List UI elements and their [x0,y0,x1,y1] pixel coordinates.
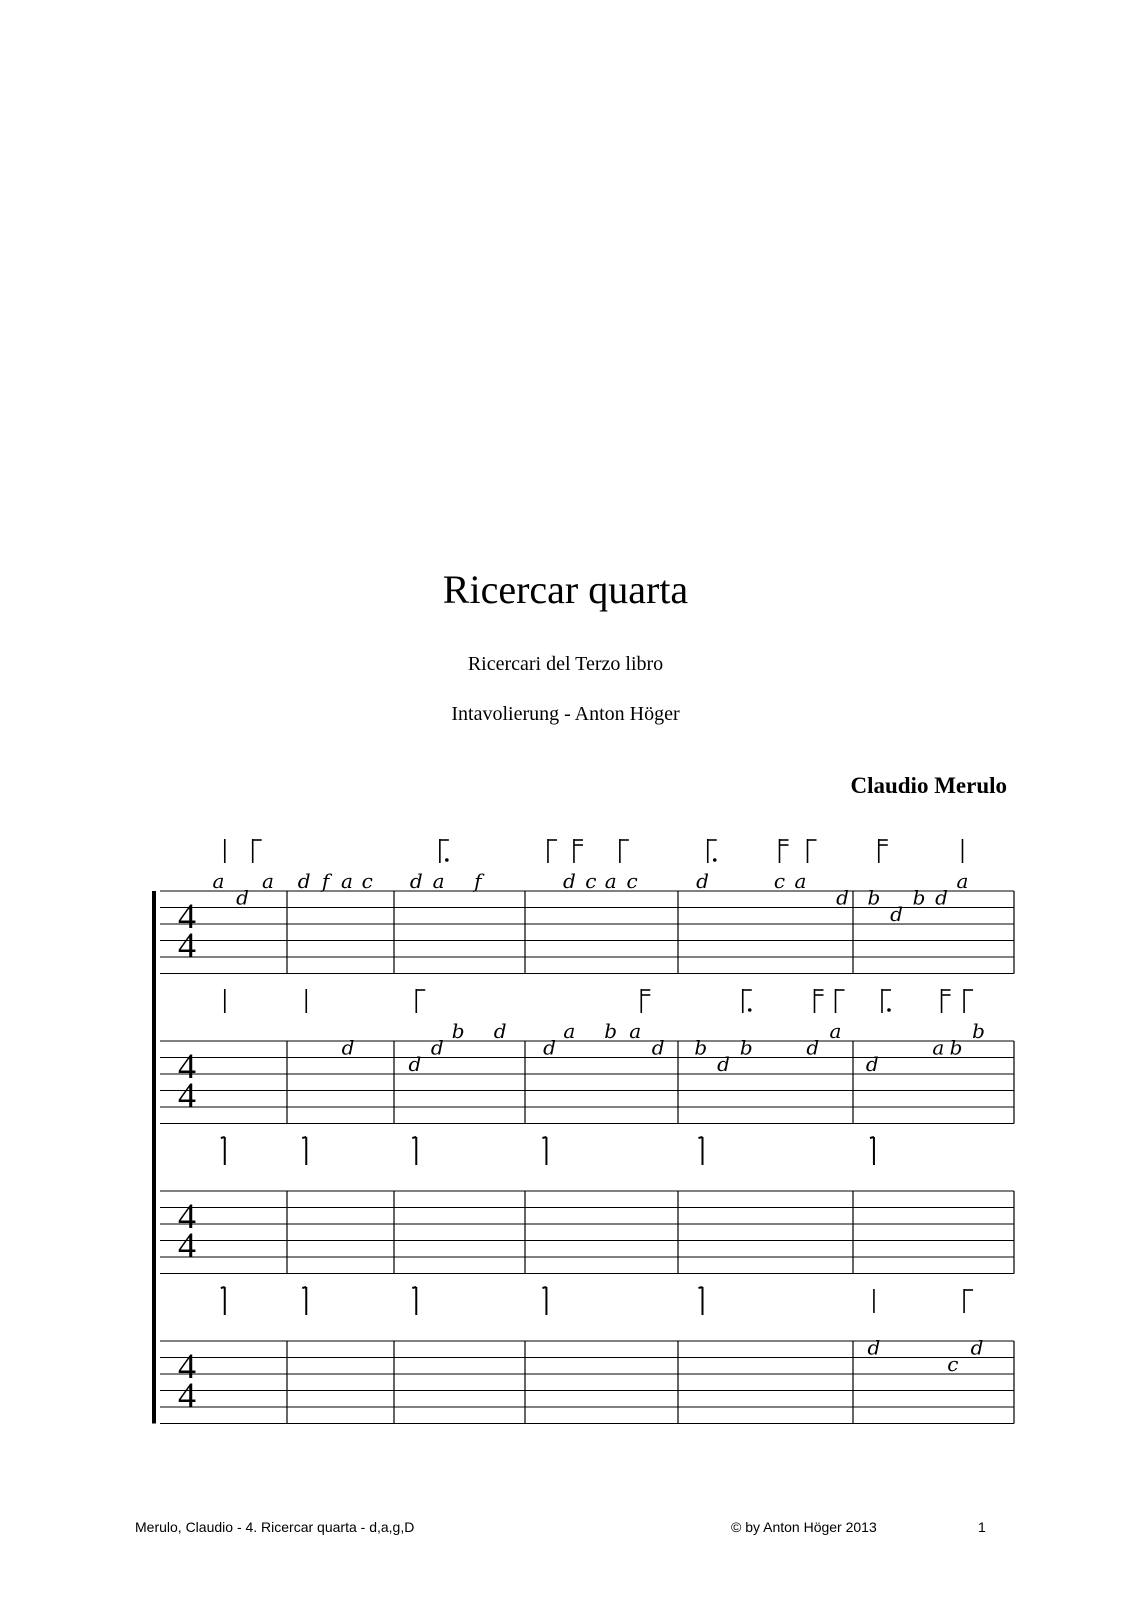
rhythm-sign-0-7 [780,839,789,863]
tab-letter: d [890,902,903,926]
tab-letter: d [341,1035,355,1060]
time-signature-bottom: 4 [178,1075,196,1115]
rhythm-sign-1-4 [743,989,752,1013]
tab-letter: b [604,1019,618,1043]
rhythm-sign-3-0 [221,1287,225,1315]
rhythm-sign-0-2 [440,839,449,863]
tab-letter: a [432,869,445,893]
rhythm-sign-2-5 [870,1137,874,1165]
tab-letter: c [626,869,638,893]
rhythm-sign-1-6 [836,989,845,1013]
tab-letter: a [340,869,353,893]
tab-letter: c [585,869,597,893]
tab-letter: c [947,1352,959,1376]
tab-letter: d [865,1052,879,1076]
tab-letter: d [493,1019,507,1043]
tab-letter: d [543,1035,556,1060]
tab-letter: c [773,869,786,893]
tab-letter: a [261,869,274,893]
time-signature-top: 4 [178,1346,196,1386]
rhythm-sign-3-6 [964,1289,973,1313]
tab-letter: b [949,1035,963,1060]
tab-letter: d [562,869,576,893]
rhythm-sign-0-1 [253,839,262,863]
time-signature-bottom: 4 [178,1225,196,1265]
rhythm-sign-3-4 [699,1287,703,1315]
tab-letter: b [739,1035,753,1060]
system-bracket [152,891,156,1424]
tab-letter: d [696,869,709,893]
time-signature-bottom: 4 [178,925,196,965]
tab-letter: f [321,869,330,893]
time-signature-top: 4 [178,1196,196,1236]
rhythm-sign-1-3 [641,989,650,1013]
time-signature-top: 4 [178,1046,196,1086]
tab-letter: d [935,885,948,910]
tab-letter: d [408,1052,422,1076]
tab-letter: d [297,869,311,893]
rhythm-sign-1-8 [942,989,951,1013]
tab-letter: a [212,869,225,893]
rhythm-sign-3-1 [302,1287,306,1315]
tab-letter: a [563,1019,576,1043]
tab-letter: d [651,1035,665,1060]
tab-letter: d [717,1052,730,1076]
tab-letter: d [409,869,423,893]
time-signature-bottom: 4 [178,1375,196,1415]
rhythm-sign-1-5 [815,989,824,1013]
tab-letter: d [806,1035,820,1060]
tab-letter: b [694,1035,708,1060]
subtitle: Ricercari del Terzo libro [467,653,664,675]
tab-letter: a [956,869,969,893]
rhythm-sign-0-4 [574,839,583,863]
rhythm-sign-0-3 [548,839,557,863]
tab-letter: d [867,1335,881,1360]
rhythm-sign-1-7 [882,989,891,1013]
tab-letter: b [912,885,926,910]
tab-letter: a [604,869,617,893]
tab-letter: d [236,885,249,910]
footer-page-number: 1 [978,1519,986,1535]
tab-letter: d [836,885,849,910]
tab-letter: b [451,1019,465,1043]
tab-letter: b [867,885,881,910]
rhythm-sign-3-3 [542,1287,546,1315]
tab-letter: d [430,1035,444,1060]
rhythm-sign-2-4 [699,1137,703,1165]
tab-letter: a [794,869,807,893]
footer-copyright: © by Anton Höger 2013 [731,1519,877,1535]
page-title: Ricercar quarta [442,567,689,612]
tab-letter: f [474,869,482,893]
rhythm-sign-1-2 [416,989,425,1013]
rhythm-sign-0-6 [708,839,717,863]
tab-letter: a [829,1019,842,1043]
rhythm-sign-0-8 [808,839,817,863]
rhythm-sign-2-1 [302,1137,306,1165]
tab-letter: b [972,1019,985,1043]
tab-letter: a [629,1019,642,1043]
rhythm-sign-3-2 [412,1287,416,1315]
tab-letter: c [361,869,373,893]
arranger-credit: Intavolierung - Anton Höger [451,703,680,725]
time-signature-top: 4 [178,896,196,936]
rhythm-sign-0-5 [620,839,629,863]
tab-letter: d [970,1335,984,1360]
tab-letter: a [932,1035,945,1060]
composer-name: Claudio Merulo [850,773,1007,798]
footer-work-info: Merulo, Claudio - 4. Ricercar quarta - d,a,g,D [135,1519,415,1535]
rhythm-sign-2-0 [221,1137,225,1165]
rhythm-sign-1-9 [964,989,973,1013]
rhythm-sign-2-3 [542,1137,546,1165]
rhythm-sign-2-2 [412,1137,416,1165]
rhythm-sign-0-9 [879,839,888,863]
